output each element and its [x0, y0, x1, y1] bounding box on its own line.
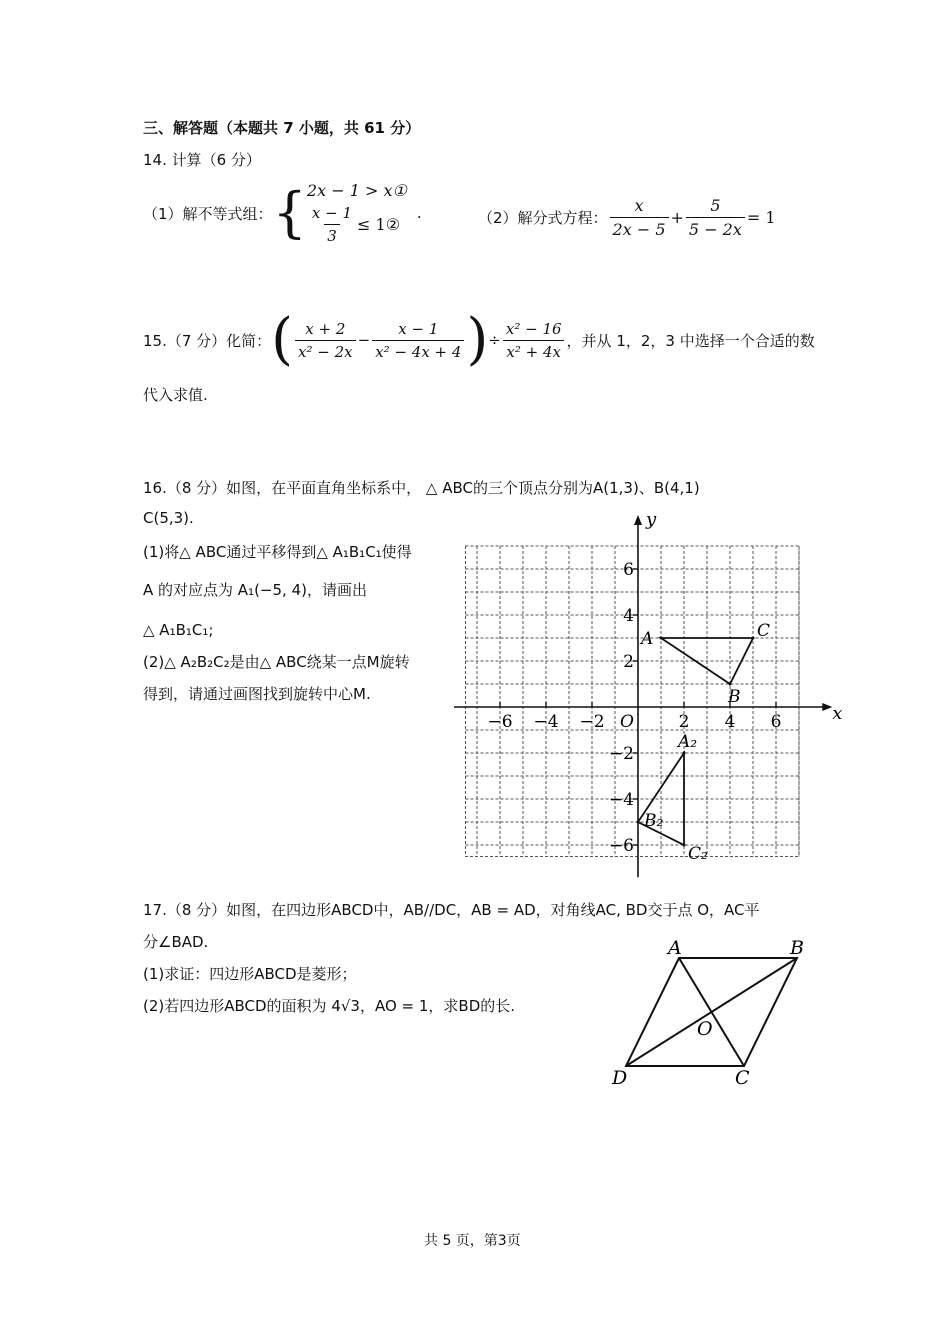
triangles [637, 621, 771, 864]
q16-line2: C(5,3). [143, 509, 194, 527]
q17-part2: (2)若四边形ABCD的面积为 4√3，AO = 1，求BD的长. [143, 997, 516, 1015]
q15-frac-c-num: x² − 16 [505, 319, 562, 338]
eq-frac1-den: 2x − 5 [610, 217, 669, 239]
q16-part1-b: A 的对应点为 A₁(−5, 4)，请画出 [143, 581, 367, 599]
left-brace: { [272, 181, 307, 244]
q17-line1: 17.（8 分）如图，在四边形ABCD中，AB//DC，AB = AD，对角线AC, BD交于点 O，AC平 [143, 901, 760, 919]
eq-plus: + [670, 208, 684, 227]
right-paren: ) [466, 307, 489, 372]
inequality-system [273, 181, 407, 245]
q14-part2-label: （2）解分式方程： [478, 209, 608, 227]
eq-frac2-num: 5 [710, 196, 721, 215]
vertex-point [729, 683, 732, 686]
y-tick-label: −6 [608, 836, 634, 856]
label-o: O [697, 1018, 713, 1040]
q15-minus: − [357, 331, 371, 349]
q15-frac-a-num: x + 2 [305, 319, 346, 338]
x-axis-label: x [832, 703, 843, 724]
x-tick-label: 6 [770, 712, 782, 732]
label-c: C [735, 1067, 750, 1089]
q14-p1-end: . [416, 204, 422, 222]
ineq2-numerator: x − 1 [311, 204, 353, 222]
q16-line1: 16.（8 分）如图，在平面直角坐标系中， △ ABC的三个顶点分别为A(1,3)、B(4,1) [143, 479, 700, 497]
q16-part2-b: 得到，请通过画图找到旋转中心M. [143, 685, 371, 703]
eq-frac1-num: x [634, 196, 644, 215]
q16-part1-c: △ A₁B₁C₁; [143, 621, 214, 639]
y-tick-label: 4 [623, 606, 634, 626]
y-axis-label: y [646, 510, 657, 530]
label-a: A [668, 937, 682, 959]
q17-line2: 分∠BAD. [143, 933, 209, 951]
q17-part1: (1)求证：四边形ABCD是菱形； [143, 965, 357, 983]
ineq2-rest: ≤ 1② [357, 215, 401, 234]
eq-rhs: = 1 [746, 208, 776, 227]
q15-tail: ，并从 1，2，3 中选择一个合适的数 [566, 331, 815, 350]
label-b: B [790, 937, 804, 959]
vertex-point [660, 637, 663, 640]
x-axis-arrow [822, 703, 832, 711]
q15-frac-c-den: x² + 4x [503, 340, 564, 361]
left-paren: ( [271, 307, 294, 372]
ineq2-denominator: 3 [324, 224, 340, 245]
q15-divide: ÷ [488, 331, 501, 349]
x-tick-label: 2 [678, 712, 690, 732]
rhombus-figure [600, 930, 820, 1095]
tick-labels [487, 560, 781, 856]
origin-label: O [620, 712, 634, 732]
section-title: 三、解答题（本题共 7 小题，共 61 分） [143, 119, 421, 137]
q14-part1 [143, 181, 422, 245]
page-footer: 共 5 页，第3页 [424, 1233, 521, 1249]
y-tick-label: 6 [623, 560, 634, 580]
q15-line1 [143, 307, 815, 372]
eq-frac2-den: 5 − 2x [686, 217, 745, 239]
y-tick-label: −2 [608, 744, 634, 764]
vertex-label: A₂ [678, 732, 698, 752]
q15-heading: 15.（7 分）化简： [143, 331, 272, 350]
vertex-label: B₂ [644, 811, 664, 831]
q14-part1-label: （1）解不等式组： [143, 204, 273, 223]
vertex-point [683, 844, 686, 847]
y-tick-label: −4 [608, 790, 634, 810]
y-tick-label: 2 [623, 652, 634, 672]
q16-part1-a: (1)将△ ABC通过平移得到△ A₁B₁C₁使得 [143, 543, 412, 561]
label-d: D [612, 1067, 628, 1089]
q15-frac-b-num: x − 1 [398, 319, 439, 338]
vertex-point [752, 637, 755, 640]
q14-heading: 14. 计算（6 分） [143, 151, 261, 169]
q14-part2 [478, 196, 776, 239]
vertex-label: C₂ [688, 844, 708, 864]
q15-line2: 代入求值. [143, 386, 208, 404]
vertex-label: A [641, 629, 654, 649]
coordinate-grid-figure [430, 510, 860, 890]
vertex-point [637, 821, 640, 824]
x-tick-label: −2 [579, 712, 605, 732]
vertex-label: C [757, 621, 771, 641]
y-axis-arrow [634, 515, 642, 525]
inequality-1: 2x − 1 > x① [306, 181, 407, 200]
x-tick-label: 4 [724, 712, 736, 732]
q16-part2-a: (2)△ A₂B₂C₂是由△ ABC绕某一点M旋转 [143, 653, 410, 671]
vertex-label: B [728, 687, 741, 707]
x-tick-label: −4 [533, 712, 559, 732]
x-tick-label: −6 [487, 712, 513, 732]
q15-frac-a-den: x² − 2x [295, 340, 356, 361]
q15-frac-b-den: x² − 4x + 4 [372, 340, 464, 361]
